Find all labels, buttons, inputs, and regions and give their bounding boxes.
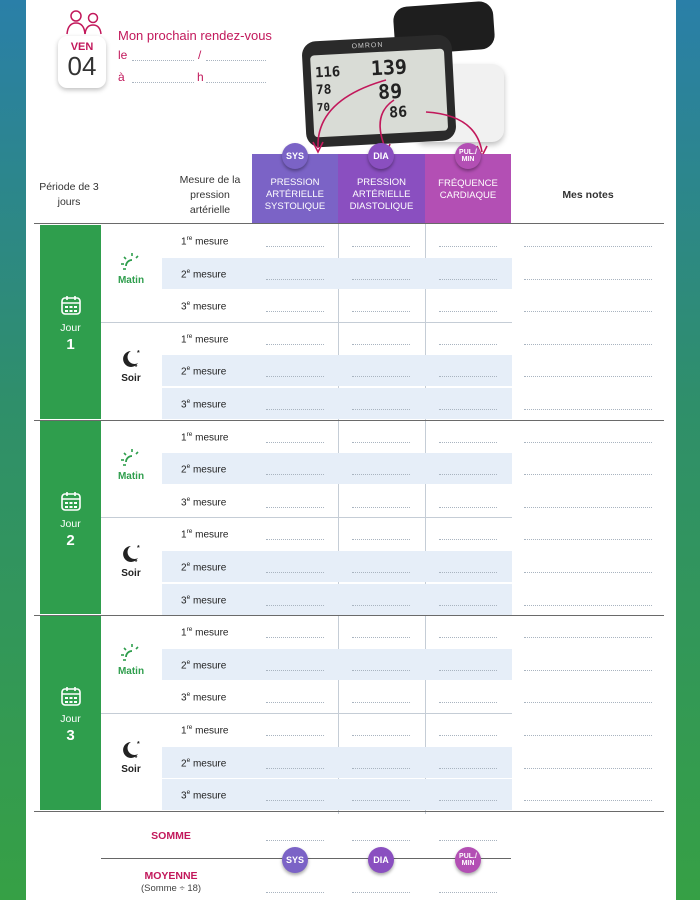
svg-text:*: * xyxy=(137,349,140,357)
sys-input-field[interactable] xyxy=(266,279,324,280)
notes-field[interactable] xyxy=(524,572,652,573)
screen-dia-value: 89 xyxy=(377,78,403,105)
sys-input-field[interactable] xyxy=(266,735,324,736)
pul-input-field[interactable] xyxy=(439,539,497,540)
notes-header: Mes notes xyxy=(562,189,614,201)
notes-field[interactable] xyxy=(524,376,652,377)
day-word: Jour xyxy=(60,322,81,334)
calendar-date-card xyxy=(58,36,106,88)
pul-input-field[interactable] xyxy=(439,768,497,769)
dia-input-field[interactable] xyxy=(352,800,410,801)
day-number-3: 3 xyxy=(66,727,75,745)
measure-label: 2e mesure xyxy=(181,561,227,574)
appointment-date-row xyxy=(118,48,127,62)
sys-input-field[interactable] xyxy=(266,800,324,801)
sys-input-field[interactable] xyxy=(266,409,324,410)
measure-label: 1re mesure xyxy=(181,332,229,346)
column-divider xyxy=(425,224,426,814)
footer-sys-badge: SYS xyxy=(282,847,308,873)
day-number-1: 1 xyxy=(66,336,75,353)
dia-input-field[interactable] xyxy=(352,702,410,703)
sys-input-field[interactable] xyxy=(266,605,324,606)
measure-header: Mesure de la pression artérielle xyxy=(179,174,241,217)
dia-input-field[interactable] xyxy=(352,474,410,475)
period-label: Soir xyxy=(121,568,141,580)
pul-input-field[interactable] xyxy=(439,442,497,443)
dia-input-field[interactable] xyxy=(352,768,410,769)
time-minute-field[interactable] xyxy=(206,82,266,83)
reading-arrows xyxy=(276,60,516,160)
notes-field[interactable] xyxy=(524,539,652,540)
screen-pulse-value: 86 xyxy=(388,102,408,122)
notes-field[interactable] xyxy=(524,735,652,736)
period-evening-1 xyxy=(106,348,156,384)
moon-stars-icon xyxy=(119,348,143,370)
screen-sys-value: 139 xyxy=(370,54,408,81)
svg-text:*: * xyxy=(135,560,138,566)
sum-label: SOMME xyxy=(151,830,191,842)
sunrise-icon xyxy=(120,641,142,663)
period-morning-1 xyxy=(106,250,156,286)
dia-input-field[interactable] xyxy=(352,246,410,247)
measure-label: 3e mesure xyxy=(181,495,227,509)
pul-input-field[interactable] xyxy=(439,702,497,703)
dia-input-field[interactable] xyxy=(352,344,410,345)
notes-field[interactable] xyxy=(524,344,652,345)
measure-label: 3e mesure xyxy=(181,398,227,411)
sys-badge: SYS xyxy=(282,143,308,169)
period-rule xyxy=(101,322,512,323)
pul-input-field[interactable] xyxy=(439,735,497,736)
measure-label: 1re mesure xyxy=(181,528,229,541)
hour-label: h xyxy=(197,70,204,84)
sys-input-field[interactable] xyxy=(266,539,324,540)
dia-input-field[interactable] xyxy=(352,637,410,638)
day-word: Jour xyxy=(60,713,81,726)
calendar-icon xyxy=(60,685,82,707)
notes-field[interactable] xyxy=(524,474,652,475)
avg-pul-field[interactable] xyxy=(439,892,497,893)
sys-input-field[interactable] xyxy=(266,637,324,638)
average-formula: (Somme ÷ 18) xyxy=(140,883,202,894)
day-rule xyxy=(34,615,664,616)
notes-field[interactable] xyxy=(524,702,652,703)
notes-field[interactable] xyxy=(524,637,652,638)
period-header: Période de 3 jours xyxy=(39,181,99,209)
average-label: MOYENNE xyxy=(144,870,198,882)
sys-input-field[interactable] xyxy=(266,344,324,345)
measure-label: 2e mesure xyxy=(181,365,227,378)
date-month-field[interactable] xyxy=(206,60,266,61)
screen-left-a: 116 xyxy=(314,64,341,82)
footer-dia-badge: DIA xyxy=(368,847,394,873)
pul-input-field[interactable] xyxy=(439,409,497,410)
day-number-2: 2 xyxy=(66,531,75,549)
notes-field[interactable] xyxy=(524,409,652,410)
pul-input-field[interactable] xyxy=(439,637,497,638)
sys-input-field[interactable] xyxy=(266,507,324,508)
footer-pul-badge: PUL./ MIN xyxy=(455,847,481,873)
day-rule xyxy=(34,811,664,812)
dia-input-field[interactable] xyxy=(352,311,410,312)
dia-input-field[interactable] xyxy=(352,539,410,540)
dia-input-field[interactable] xyxy=(352,735,410,736)
pul-input-field[interactable] xyxy=(439,344,497,345)
dia-input-field[interactable] xyxy=(352,376,410,377)
dia-input-field[interactable] xyxy=(352,605,410,606)
measure-label: 2e mesure xyxy=(181,658,227,672)
dia-input-field[interactable] xyxy=(352,670,410,671)
sys-input-field[interactable] xyxy=(266,572,324,573)
sys-input-field[interactable] xyxy=(266,311,324,312)
measure-label: 3e mesure xyxy=(181,789,227,802)
dia-header-label: PRESSION ARTÉRIELLE DIASTOLIQUE xyxy=(349,177,414,212)
pul-input-field[interactable] xyxy=(439,246,497,247)
notes-field[interactable] xyxy=(524,246,652,247)
avg-sys-field[interactable] xyxy=(266,892,324,893)
sunrise-icon xyxy=(120,446,142,468)
measure-label: 3e mesure xyxy=(181,593,227,606)
notes-field[interactable] xyxy=(524,279,652,280)
dia-input-field[interactable] xyxy=(352,409,410,410)
svg-text:*: * xyxy=(137,741,140,748)
notes-field[interactable] xyxy=(524,800,652,801)
period-rule xyxy=(101,713,512,714)
period-morning-2 xyxy=(106,446,156,482)
pul-input-field[interactable] xyxy=(439,376,497,377)
period-label: Matin xyxy=(117,666,145,678)
calendar-icon xyxy=(60,490,82,512)
pul-input-field[interactable] xyxy=(439,279,497,280)
sys-input-field[interactable] xyxy=(266,768,324,769)
svg-text:*: * xyxy=(135,756,138,761)
sum-pul-field[interactable] xyxy=(439,840,497,841)
day-label-2 xyxy=(40,490,101,549)
period-label: Matin xyxy=(117,470,145,482)
period-morning-3 xyxy=(106,641,156,677)
dia-input-field[interactable] xyxy=(352,442,410,443)
notes-field[interactable] xyxy=(524,507,652,508)
measure-label: 2e mesure xyxy=(181,756,227,769)
period-label: Matin xyxy=(117,275,145,286)
day-rule xyxy=(34,420,664,421)
day-number: 04 xyxy=(67,51,97,81)
sys-input-field[interactable] xyxy=(266,474,324,475)
period-evening-2 xyxy=(106,543,156,579)
notes-field[interactable] xyxy=(524,442,652,443)
time-label: à xyxy=(118,70,125,84)
column-divider xyxy=(338,224,339,814)
sys-input-field[interactable] xyxy=(266,442,324,443)
day-label-3 xyxy=(40,685,101,744)
date-day-field[interactable] xyxy=(132,60,194,61)
period-label: Soir xyxy=(121,372,141,384)
period-label: Soir xyxy=(121,764,141,775)
measure-label: 3e mesure xyxy=(181,300,227,313)
notes-field[interactable] xyxy=(524,670,652,671)
measure-label: 2e mesure xyxy=(181,267,227,280)
sunrise-icon xyxy=(120,250,142,272)
pul-input-field[interactable] xyxy=(439,474,497,475)
screen-left-c: 70 xyxy=(316,100,331,115)
doctor-patient-icon xyxy=(64,8,106,36)
pul-input-field[interactable] xyxy=(439,507,497,508)
pul-input-field[interactable] xyxy=(439,605,497,606)
moon-stars-icon xyxy=(119,739,143,761)
pul-badge: PUL./ MIN xyxy=(455,143,481,169)
measure-label: 1re mesure xyxy=(181,235,229,248)
time-hour-field[interactable] xyxy=(132,82,194,83)
date-separator: / xyxy=(198,48,202,62)
dia-input-field[interactable] xyxy=(352,279,410,280)
dia-input-field[interactable] xyxy=(352,572,410,573)
measure-label: 1re mesure xyxy=(181,430,229,443)
pul-input-field[interactable] xyxy=(439,670,497,671)
day-word: Jour xyxy=(60,517,81,530)
pul-input-field[interactable] xyxy=(439,311,497,312)
date-label: le xyxy=(118,48,128,62)
pul-header-label: FRÉQUENCE CARDIAQUE xyxy=(438,178,498,201)
measure-label: 3e mesure xyxy=(181,691,227,704)
notes-field[interactable] xyxy=(524,311,652,312)
dia-badge: DIA xyxy=(368,143,394,169)
measure-label: 2e mesure xyxy=(181,463,227,476)
pul-input-field[interactable] xyxy=(439,572,497,573)
sys-input-field[interactable] xyxy=(266,376,324,377)
sys-input-field[interactable] xyxy=(266,702,324,703)
sum-dia-field[interactable] xyxy=(352,840,410,841)
moon-stars-icon xyxy=(119,543,143,565)
header-rule xyxy=(34,223,664,224)
monitor-brand: OMRON xyxy=(351,41,384,51)
measure-label: 1re mesure xyxy=(181,626,229,639)
screen-left-b: 78 xyxy=(315,82,332,99)
avg-dia-field[interactable] xyxy=(352,892,410,893)
pul-input-field[interactable] xyxy=(439,800,497,801)
form-page xyxy=(26,0,676,900)
sys-input-field[interactable] xyxy=(266,246,324,247)
dia-input-field[interactable] xyxy=(352,507,410,508)
day-of-week: VEN xyxy=(70,41,94,53)
period-evening-3 xyxy=(106,739,156,775)
day-label-1 xyxy=(40,294,101,353)
appointment-title: Mon prochain rendez-vous xyxy=(118,28,272,43)
svg-text:*: * xyxy=(135,364,138,370)
svg-text:*: * xyxy=(137,545,140,553)
measure-label: 1re mesure xyxy=(181,724,229,737)
sum-sys-field[interactable] xyxy=(266,840,324,841)
calendar-icon xyxy=(60,294,82,316)
sys-header-label: PRESSION ARTÉRIELLE SYSTOLIQUE xyxy=(264,177,326,212)
notes-field[interactable] xyxy=(524,605,652,606)
notes-field[interactable] xyxy=(524,768,652,769)
sys-input-field[interactable] xyxy=(266,670,324,671)
period-rule xyxy=(101,517,512,518)
